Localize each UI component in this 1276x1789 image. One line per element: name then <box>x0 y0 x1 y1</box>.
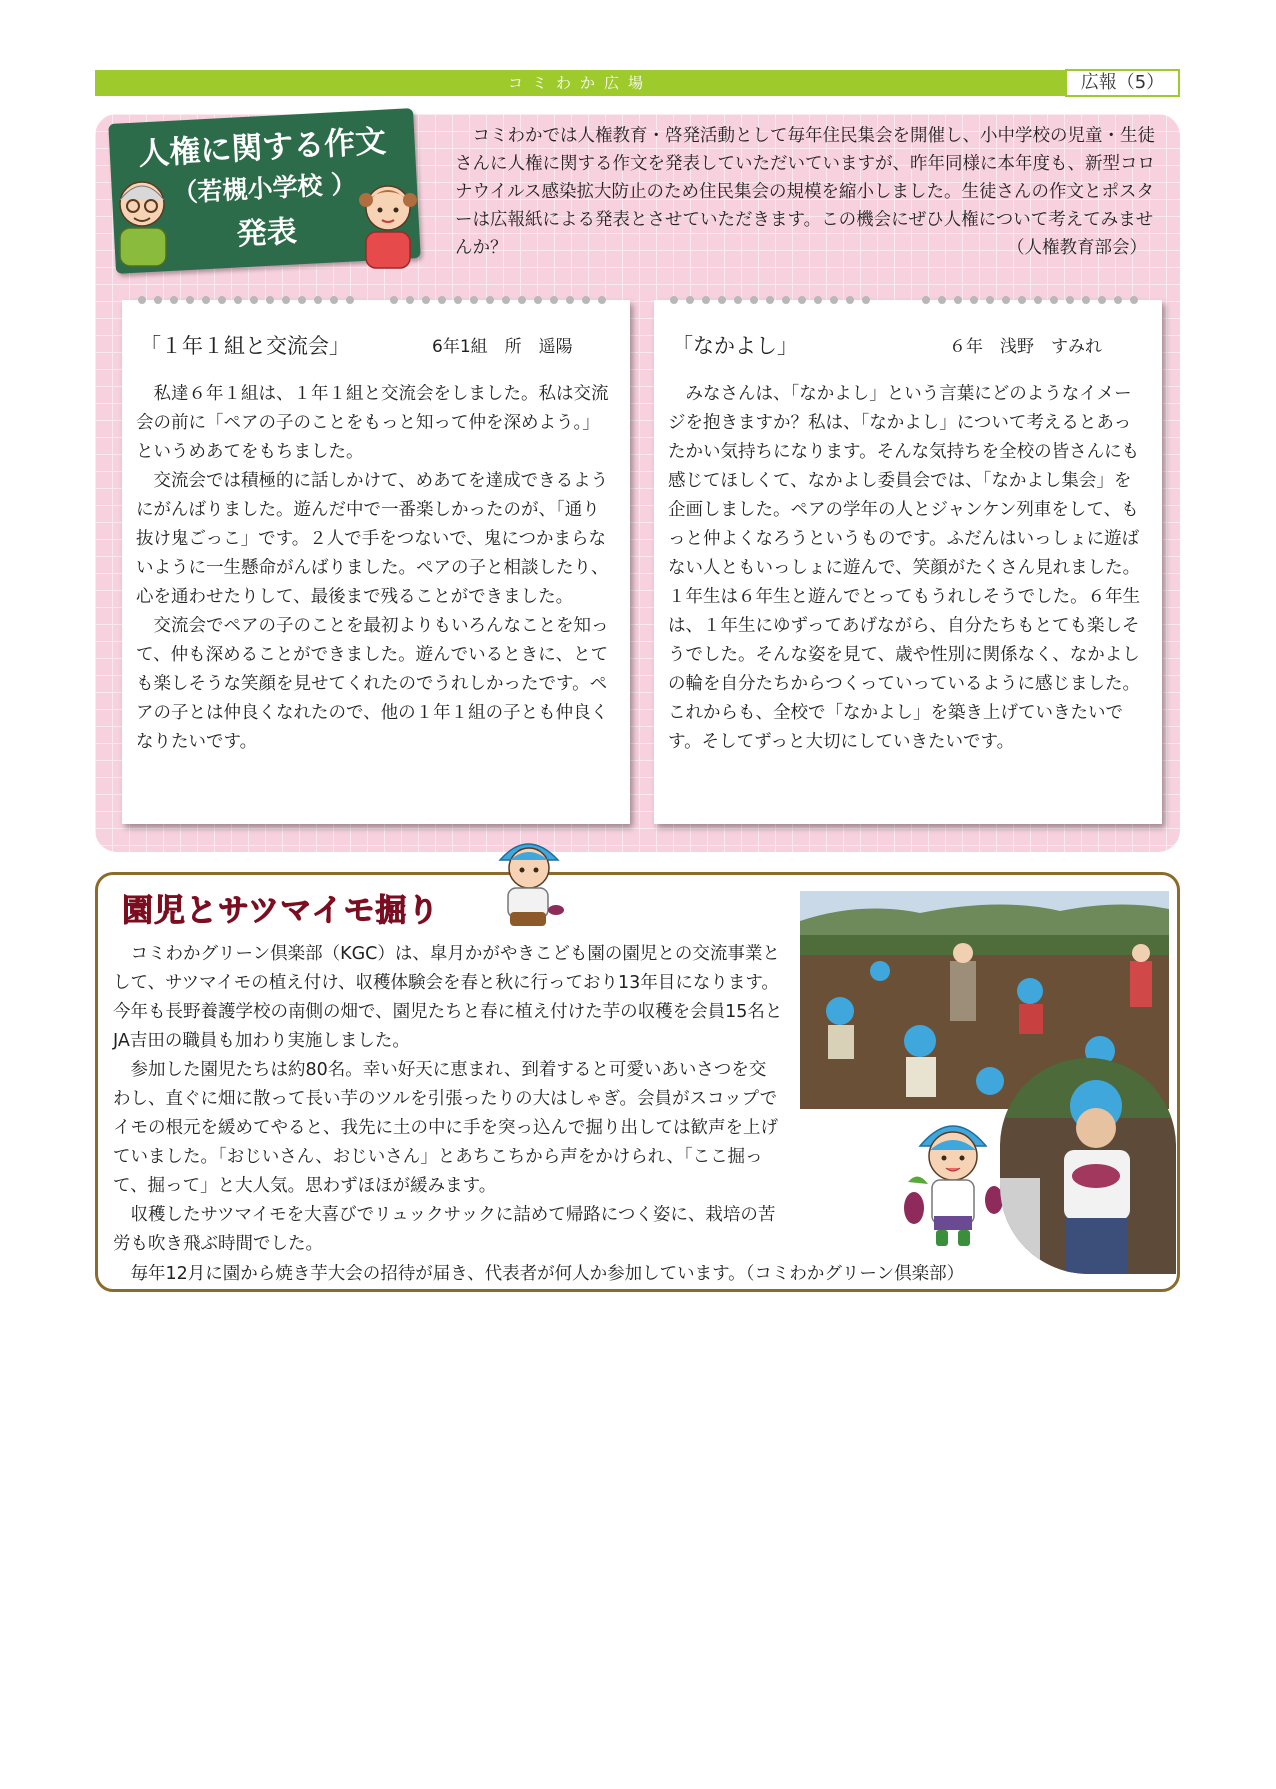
essay-body <box>136 380 614 757</box>
essay-paragraph: 交流会では積極的に話しかけて、めあてを達成できるようにがんばりました。遊んだ中で一番楽しかったのが、「通り抜け鬼ごっこ」です。２人で手をつないで、鬼につかまらないように一生懸命がんばりました。ペアの子と相談したり、心を通わせたりして、最後まで残ることができました。 <box>136 471 609 607</box>
badge-line-2: （若槻小学校 ） <box>171 169 357 208</box>
intro-text: コミわかでは人権教育・啓発活動として毎年住民集会を開催し、小中学校の児童・生徒さんに人権に関する作文を発表していただいていますが、昨年同様に本年度も、新型コロナウイルス感染拡大防止のため住民集会の規模を縮小しました。生徒さんの作文とポスターは広報紙による発表とさせていただきます。この機会にぜひ人権について考えてみませんか？ <box>455 126 1155 258</box>
girl-with-potatoes-illustration <box>898 1112 1008 1250</box>
binder-rings-icon <box>654 292 1162 308</box>
essay-title: 「１年１組と交流会」 <box>140 334 350 358</box>
badge-line-1: 人権に関する作文 <box>137 123 388 173</box>
satsumaimo-paragraph: 収穫したサツマイモを大喜びでリュックサックに詰めて帰路につく姿に、栽培の苦労も吹き飛ぶ時間でした。 <box>113 1205 776 1254</box>
boy-digging-illustration <box>490 832 568 930</box>
essay-title: 「なかよし」 <box>672 334 798 358</box>
essay-paragraph: 交流会でペアの子のことを最初よりもいろんなことを知って、仲も深めることができました。遊んでいるときに、とても楽しそうな笑顔を見せてくれたのでうれしかったです。ペアの子とは仲良くなれたので、他の１年１組の子とも仲良くなりたいです。 <box>136 616 609 752</box>
satsumaimo-paragraph: コミわかグリーン倶楽部（KGC）は、皐月かがやきこども園の園児との交流事業として、サツマイモの植え付け、収穫体験会を春と秋に行っており13年目になります。今年も長野養護学校の南側の畑で、園児たちと春に植え付けた芋の収穫を会員15名とJA吉田の職員も加わり実施しました。 <box>113 944 783 1051</box>
girl-illustration <box>352 178 424 270</box>
badge-line-3: 発表 <box>235 214 298 253</box>
essay-card-2 <box>654 300 1162 824</box>
essay-paragraph: 私達６年１組は、１年１組と交流会をしました。私は交流会の前に「ペアの子のことをもっと知って仲を深めよう。」というめあてをもちました。 <box>136 384 609 462</box>
essay-author: ６年 浅野 すみれ <box>949 337 1102 357</box>
page-label: 広報（5） <box>1065 69 1180 97</box>
girl-holding-potato-photo <box>1000 1058 1176 1274</box>
binder-rings-icon <box>122 292 630 308</box>
essay-card-1 <box>122 300 630 824</box>
essay-body <box>668 380 1146 757</box>
satsumaimo-title: 園児とサツマイモ掘り <box>122 893 440 929</box>
satsumaimo-body <box>113 940 783 1259</box>
jinken-intro <box>455 122 1155 262</box>
section-title: コミわか広場 <box>507 74 652 92</box>
satsumaimo-paragraph: 参加した園児たちは約80名。幸い好天に恵まれ、到着すると可愛いあいさつを交わし、直ぐに畑に散って長い芋のツルを引張ったりの大はしゃぎ。会員がスコップでイモの根元を緩めてやると、我先に土の中に手を突っ込んで掘り出しては歓声を上げていました。「おじいさん、おじいさん」とあちこちから声をかけられ、「ここ掘って、掘って」と大人気。思わずほほが緩みます。 <box>113 1060 778 1196</box>
essay-author: 6年1組 所 遥陽 <box>432 337 573 357</box>
grandfather-illustration <box>108 178 180 268</box>
intro-source: （人権教育部会） <box>1007 238 1147 258</box>
satsumaimo-closing: 毎年12月に園から焼き芋大会の招待が届き、代表者が何人か参加しています。（コミわかグリーン倶楽部） <box>130 1264 965 1284</box>
essay-paragraph: みなさんは、「なかよし」という言葉にどのようなイメージを抱きますか？私は、「なかよし」について考えるとあったかい気持ちになります。そんな気持ちを全校の皆さんにも感じてほしくて、なかよし委員会では、「なかよし集会」を企画しました。ペアの学年の人とジャンケン列車をして、もっと仲よくなろうというものです。ふだんはいっしょに遊ばない人ともいっしょに遊んで、笑顔がたくさん見れました。１年生は６年生と遊んでとってもうれしそうでした。６年生は、１年生にゆずってあげながら、自分たちもとても楽しそうでした。そんな姿を見て、歳や性別に関係なく、なかよしの輪を自分たちからつくっていっているように感じました。これからも、全校で「なかよし」を築き上げていきたいです。そしてずっと大切にしていきたいです。 <box>668 384 1141 752</box>
